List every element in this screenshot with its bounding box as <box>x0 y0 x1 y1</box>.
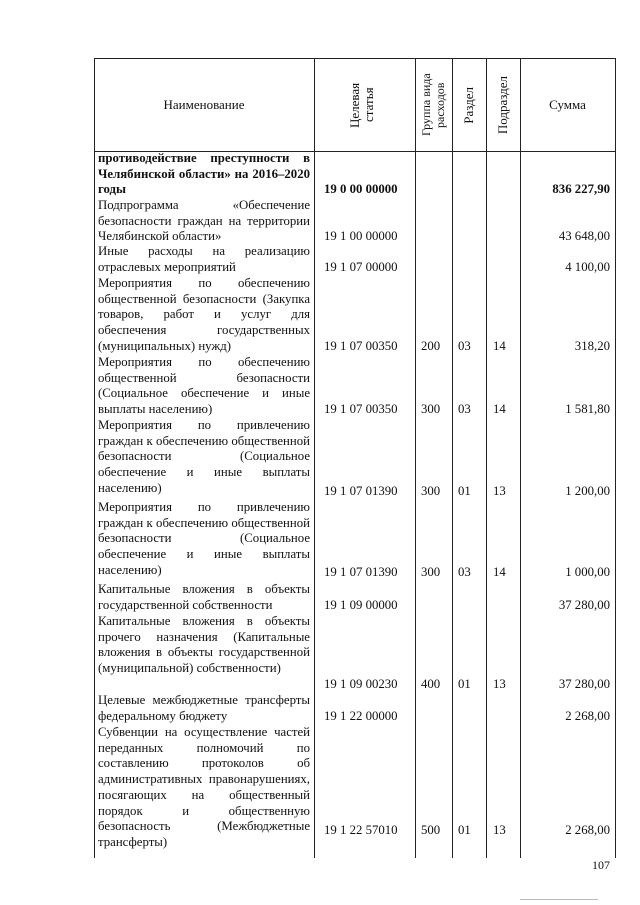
row-group: 500 <box>421 823 441 837</box>
row-name: Подпрограмма «Обеспечение безопасности граждан на территории Челябинской области» <box>98 198 310 244</box>
row-code: 19 1 22 57010 <box>324 823 398 837</box>
header-target: Целевая статья <box>346 82 376 128</box>
row-group: 200 <box>421 339 441 353</box>
row-code: 19 1 07 01390 <box>324 484 398 498</box>
row-name: Мероприятия по привлечению граждан к обеспечению общественной безопасности (Социальное обеспечение и иные выплаты населению) <box>98 500 310 577</box>
column-divider <box>520 58 521 858</box>
row-name: Капитальные вложения в объекты прочего назначения (Капитальные вложения в объекты государственной (муниципальной) собственности) <box>98 614 310 676</box>
row-subsection: 14 <box>493 565 506 579</box>
row-subsection: 13 <box>493 677 506 691</box>
row-name: Мероприятия по обеспечению общественной безопасности (Закупка товаров, работ и услуг для обеспечения государственных (муниципальных) нужд) <box>98 276 310 353</box>
row-section: 03 <box>458 339 471 353</box>
row-section: 03 <box>458 402 471 416</box>
row-sum: 37 280,00 <box>558 677 610 691</box>
row-sum: 4 100,00 <box>565 260 610 274</box>
row-sum: 2 268,00 <box>565 823 610 837</box>
column-divider <box>452 58 453 858</box>
header-section: Раздел <box>461 86 476 124</box>
header-sum: Сумма <box>549 97 586 112</box>
table-right-border <box>615 58 616 858</box>
row-code: 19 1 07 00350 <box>324 339 398 353</box>
scan-mark <box>520 899 598 900</box>
row-section: 01 <box>458 823 471 837</box>
header-subsection: Подраздел <box>495 75 510 135</box>
row-code: 19 1 09 00230 <box>324 677 398 691</box>
row-sum: 1 000,00 <box>565 565 610 579</box>
row-subsection: 13 <box>493 823 506 837</box>
row-name: Целевые межбюджетные трансферты федеральному бюджету <box>98 693 310 723</box>
row-code: 19 0 00 00000 <box>324 182 398 196</box>
row-section: 01 <box>458 677 471 691</box>
row-section: 03 <box>458 565 471 579</box>
row-code: 19 1 07 00000 <box>324 260 398 274</box>
row-name: Мероприятия по привлечению граждан к обеспечению общественной безопасности (Социальное обеспечение и иные выплаты населению) <box>98 418 310 495</box>
row-code: 19 1 09 00000 <box>324 598 398 612</box>
header-group: Группа вида расходов <box>418 73 447 137</box>
row-name: противодействие преступности в Челябинской области» на 2016–2020 годы <box>98 151 310 197</box>
row-subsection: 14 <box>493 339 506 353</box>
row-sum: 2 268,00 <box>565 709 610 723</box>
row-group: 300 <box>421 484 441 498</box>
row-name: Мероприятия по обеспечению общественной безопасности (Социальное обеспечение и иные выплаты населению) <box>98 355 310 417</box>
row-sum: 43 648,00 <box>558 229 610 243</box>
row-code: 19 1 22 00000 <box>324 709 398 723</box>
row-subsection: 14 <box>493 402 506 416</box>
table-left-border <box>94 58 95 858</box>
row-sum: 318,20 <box>574 339 610 353</box>
row-code: 19 1 00 00000 <box>324 229 398 243</box>
column-divider <box>415 58 416 858</box>
row-code: 19 1 07 01390 <box>324 565 398 579</box>
header-name: Наименование <box>163 97 245 112</box>
row-sum: 1 200,00 <box>565 484 610 498</box>
row-group: 400 <box>421 677 441 691</box>
row-name: Иные расходы на реализацию отраслевых мероприятий <box>98 244 310 274</box>
row-sum: 836 227,90 <box>552 182 610 196</box>
page-number: 107 <box>592 858 610 872</box>
row-group: 300 <box>421 565 441 579</box>
row-sum: 1 581,80 <box>565 402 610 416</box>
row-group: 300 <box>421 402 441 416</box>
column-divider <box>486 58 487 858</box>
row-sum: 37 280,00 <box>558 598 610 612</box>
column-divider <box>314 58 315 858</box>
row-name: Капитальные вложения в объекты государственной собственности <box>98 582 310 612</box>
row-subsection: 13 <box>493 484 506 498</box>
row-code: 19 1 07 00350 <box>324 402 398 416</box>
row-name: Субвенции на осуществление частей переданных полномочий по составлению протоколов об административных правонарушениях, посягающих на общественный порядок и общественную безопасность (Межбюджетные трансферты) <box>98 725 310 849</box>
row-section: 01 <box>458 484 471 498</box>
